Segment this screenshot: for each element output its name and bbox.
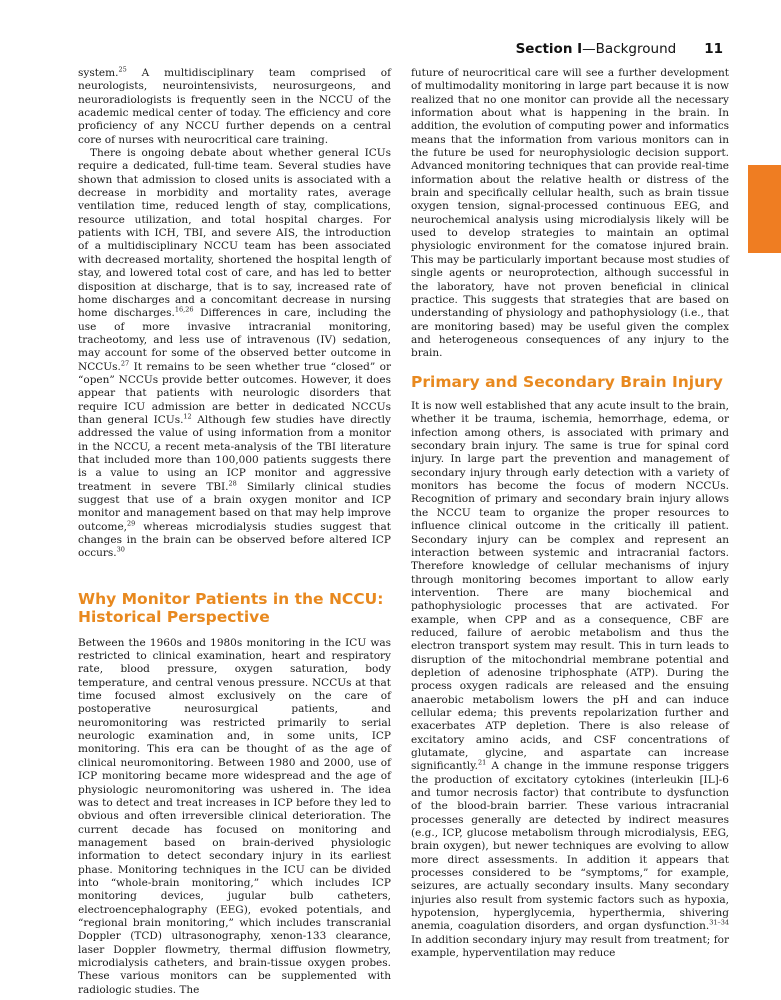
citation: 21: [477, 758, 487, 767]
citation: 16,26: [174, 305, 194, 314]
citation: 29: [127, 519, 136, 528]
paragraph: It is now well established that any acute insult to the brain, whether it be trauma, ischemia, hemorrhage, edema, or infection among others, is associated with primary and secondary brain injury. The same is true for spinal cord injury. In large part the prevention and management of secondary injury through early detection with a variety of monitors has become the focus of modern NCCUs. Recognition of primary and secondary brain injury allows the NCCU team to organize the proper resources to influence clinical outcome in the critically ill patient. Secondary injury can be complex and represent an interaction between systemic and intracranial factors. Therefore knowledge of cellular mechanisms of injury through monitoring becomes important to allow early intervention. There are many biochemical and pathophysiologic processes that are activated. For example, when CPP and as a consequence, CBF are reduced, failure of aerobic metabolism and thus the electron transport system may result. This in turn leads to disruption of the mitochondrial membrane potential and depletion of adenosine triphosphate (ATP). During the process oxygen radicals are released and the ensuing anaerobic metabolism lowers the pH and can induce cellular edema; this prevents repolarization further and exacerbates ATP depletion. There is also release of excitatory amino acids, and CSF concentrations of glutamate, glycine, and aspartate can increase significantly.$^{21}$ A change in the immune response triggers the production of excitatory cytokines (interleukin [IL]-6 and tumor necrosis factor) that contribute to dysfunction of the blood-brain barrier. These various intracranial processes generally are detected by indirect measures (e.g., ICP, glucose metabolism through microdialysis, EEG, brain oxygen), but newer techniques are evolving to allow more direct assessments. In addition it appears that processes considered to be “symptoms,” for example, seizures, are actually secondary insults. Many secondary injuries also result from systemic factors such as hypoxia, hypotension, hyperglycemia, hyperthermia, shivering anemia, coagulation disorders, and organ dysfunction.$^{31-34}$ In addition secondary injury may result from treatment; for example, hyperventilation may reduce: [411, 400, 729, 960]
right-column: [411, 67, 729, 961]
section-heading: Why Monitor Patients in the NCCU: Historical Perspective: [78, 589, 384, 627]
paragraph: system.$^{25}$ A multidisciplinary team comprised of neurologists, neurointensivists, neurosurgeons, and neuroradiologists is frequently seen in the NCCU of the academic medical center of today. The efficiency and core proficiency of any NCCU further depends on a central core of nurses with neurocritical care training.: [78, 65, 391, 146]
citation: 12: [183, 412, 192, 421]
page-number: 11: [704, 41, 723, 57]
section-topic: Background: [595, 41, 677, 57]
section-thumb-tab: [748, 165, 781, 253]
running-header: [516, 41, 723, 57]
citation: 31–34: [709, 918, 729, 927]
paragraph: There is ongoing debate about whether general ICUs require a dedicated, full-time team. Several studies have shown that admission to closed units is associated with a decrease in morbidity and mortality rates, average ventilation time, reduced length of stay, complications, resource utilization, and total hospital charges. For patients with ICH, TBI, and severe AIS, the introduction of a multidisciplinary NCCU team has been associated with decreased mortality, shortened the hospital length of stay, and lowered total cost of care, and has led to better disposition at discharge, that is to say, increased rate of home discharges and a concomitant decrease in nursing home discharges.$^{16,26}$ Differences in care, including the use of more invasive intracranial monitoring, tracheotomy, and less use of intravenous (IV) sedation, may account for some of the observed better outcome in NCCUs.$^{27}$ It remains to be seen whether true “closed” or “open” NCCUs provide better outcomes. However, it does appear that patients with neurologic disorders that require ICU admission are better in dedicated NCCUs than general ICUs.$^{12}$ Although few studies have directly addressed the value of using information from a monitor in the NCCU, a recent meta-analysis of the TBI literature that included more than 100,000 patients suggests there is a value to using an ICP monitor and aggressive treatment in severe TBI.$^{28}$ Similarly clinical studies suggest that use of a brain oxygen monitor and ICP monitor and management based on that may help improve outcome,$^{29}$ whereas microdialysis studies suggest that changes in the brain can be observed before altered ICP occurs.$^{30}$: [78, 147, 392, 560]
section-label: Section I: [515, 41, 583, 57]
citation: 27: [120, 359, 130, 368]
section-heading: Primary and Secondary Brain Injury: [411, 372, 723, 391]
citation: 28: [228, 479, 237, 488]
header-dash: —: [582, 41, 596, 57]
citation: 30: [116, 545, 125, 554]
left-column: [78, 67, 391, 997]
paragraph: future of neurocritical care will see a further development of multimodality monitoring in large part because it is now realized that no one monitor can provide all the necessary information about what is happening in the brain. In addition, the evolution of computing power and informatics means that the information from various monitors can in the future be used for neurophysiologic decision support. Advanced monitoring techniques that can provide real-time information about the relative health or distress of the brain and specifically cellular health, such as brain tissue oxygen tension, signal-processed continuous EEG, and neurochemical analysis using microdialysis likely will be used to develop strategies to maintain an optimal physiologic environment for the comatose injured brain. This may be particularly important because most studies of single agents or neuroprotection, although successful in the laboratory, have not proven beneficial in clinical practice. This suggests that strategies that are based on understanding of physiology and pathophysiology (i.e., that are monitoring based) may be useful given the complex and heterogeneous consequences of any injury to the brain.: [411, 67, 729, 360]
citation: 25: [118, 65, 127, 74]
paragraph: Between the 1960s and 1980s monitoring in the ICU was restricted to clinical examination, heart and respiratory rate, blood pressure, oxygen saturation, body temperature, and central venous pressure. NCCUs at that time focused almost exclusively on the care of postoperative neurosurgical patients, and neuromonitoring was restricted primarily to serial neurologic examination and, in some units, ICP monitoring. This era can be thought of as the age of clinical neuromonitoring. Between 1980 and 2000, use of ICP monitoring became more widespread and the age of physiologic neuromonitoring was ushered in. The idea was to detect and treat increases in ICP before they led to obvious and often irreversible clinical deterioration. The current decade has focused on monitoring and management based on brain-derived physiologic information to detect secondary injury in its earliest phase. Monitoring techniques in the ICU can be divided into “whole-brain monitoring,” which includes ICP monitoring devices, jugular bulb catheters, electroencephalography (EEG), evoked potentials, and “regional brain monitoring,” which includes transcranial Doppler (TCD) ultrasonography, xenon-133 clearance, laser Doppler flowmetry, thermal diffusion flowmetry, microdialysis catheters, and brain-tissue oxygen probes. These various monitors can be supplemented with radiologic studies. The: [78, 636, 391, 996]
